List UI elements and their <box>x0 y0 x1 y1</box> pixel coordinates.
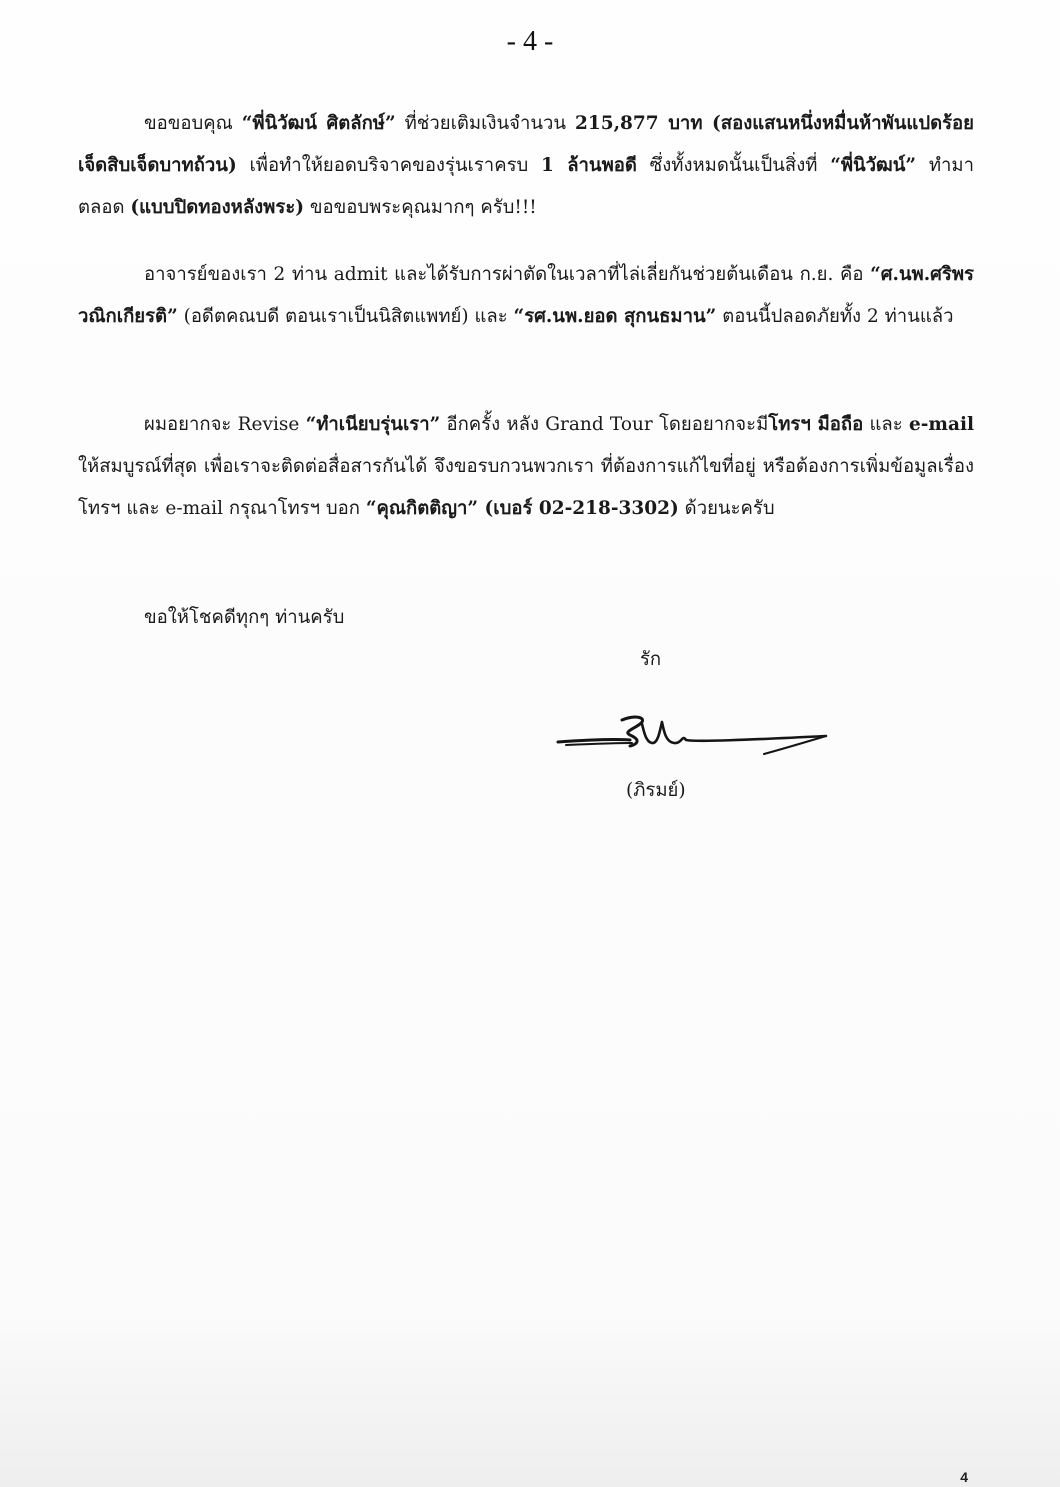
paragraph-thanks: ขอขอบคุณ “พี่นิวัฒน์ ศิตลักษ์” ที่ช่วยเติมเงินจำนวน 215,877 บาท (สองแสนหนึ่งหมื่นห้าพันแปดร้อยเจ็ดสิบเจ็ดบาทถ้วน) เพื่อทำให้ยอดบริจาคของรุ่นเราครบ 1 ล้านพอดี ซึ่งทั้งหมดนั้นเป็นสิ่งที่ “พี่นิวัฒน์” ทำมาตลอด (แบบปิดทองหลังพระ) ขอขอบพระคุณมากๆ ครับ!!! <box>78 112 974 218</box>
email-label: e-mail <box>908 413 975 435</box>
paragraph-directory: ผมอยากจะ Revise “ทำเนียบรุ่นเรา” อีกครั้ง หลัง Grand Tour โดยอยากจะมีโทรฯ มือถือ และ e-mail ให้สมบูรณ์ที่สุด เพื่อเราจะติดต่อสื่อสารกันได้ จึงขอรบกวนพวกเรา ที่ต้องการแก้ไขที่อยู่ หรือต้องการเพิ่มข้อมูลเรื่องโทรฯ และ e-mail กรุณาโทรฯ บอก “คุณกิตติญา” (เบอร์ 02-218-3302) ด้วยนะครับ <box>78 413 975 519</box>
mobile-phone-label: โทรฯ มือถือ <box>768 413 864 435</box>
page-header-number: - 4 - <box>506 26 554 57</box>
contact-person: “คุณกิตติญา” (เบอร์ 02-218-3302) <box>365 497 679 519</box>
teacher-name-1: “ศ.นพ.ศริพร วณิกเกียรติ” <box>78 263 974 327</box>
directory-title: “ทำเนียบรุ่นเรา” <box>305 413 441 435</box>
donation-total: 1 ล้านพอดี <box>541 154 637 176</box>
handwritten-signature <box>556 710 840 760</box>
donor-remark: (แบบปิดทองหลังพระ) <box>130 196 305 218</box>
signer-name: (ภิรมย์) <box>626 780 686 801</box>
donor-short-name: “พี่นิวัฒน์” <box>830 154 917 176</box>
teacher-name-2: “รศ.นพ.ยอด สุกนธมาน” <box>513 305 717 327</box>
closing-word: รัก <box>640 649 662 670</box>
footer-page-number: 4 <box>960 1469 968 1485</box>
paragraph-farewell: ขอให้โชคดีทุกๆ ท่านครับ <box>144 606 345 628</box>
paragraph-teachers: อาจารย์ของเรา 2 ท่าน admit และได้รับการผ่าตัดในเวลาที่ไล่เลี่ยกันช่วยต้นเดือน ก.ย. คือ “ศ.นพ.ศริพร วณิกเกียรติ” (อดีตคณบดี ตอนเราเป็นนิสิตแพทย์) และ “รศ.นพ.ยอด สุกนธมาน” ตอนนี้ปลอดภัยทั้ง 2 ท่านแล้ว <box>78 263 974 327</box>
donor-name: “พี่นิวัฒน์ ศิตลักษ์” <box>241 112 396 134</box>
donation-amount: 215,877 บาท (สองแสนหนึ่งหมื่นห้าพันแปดร้อยเจ็ดสิบเจ็ดบาทถ้วน) <box>78 112 974 176</box>
